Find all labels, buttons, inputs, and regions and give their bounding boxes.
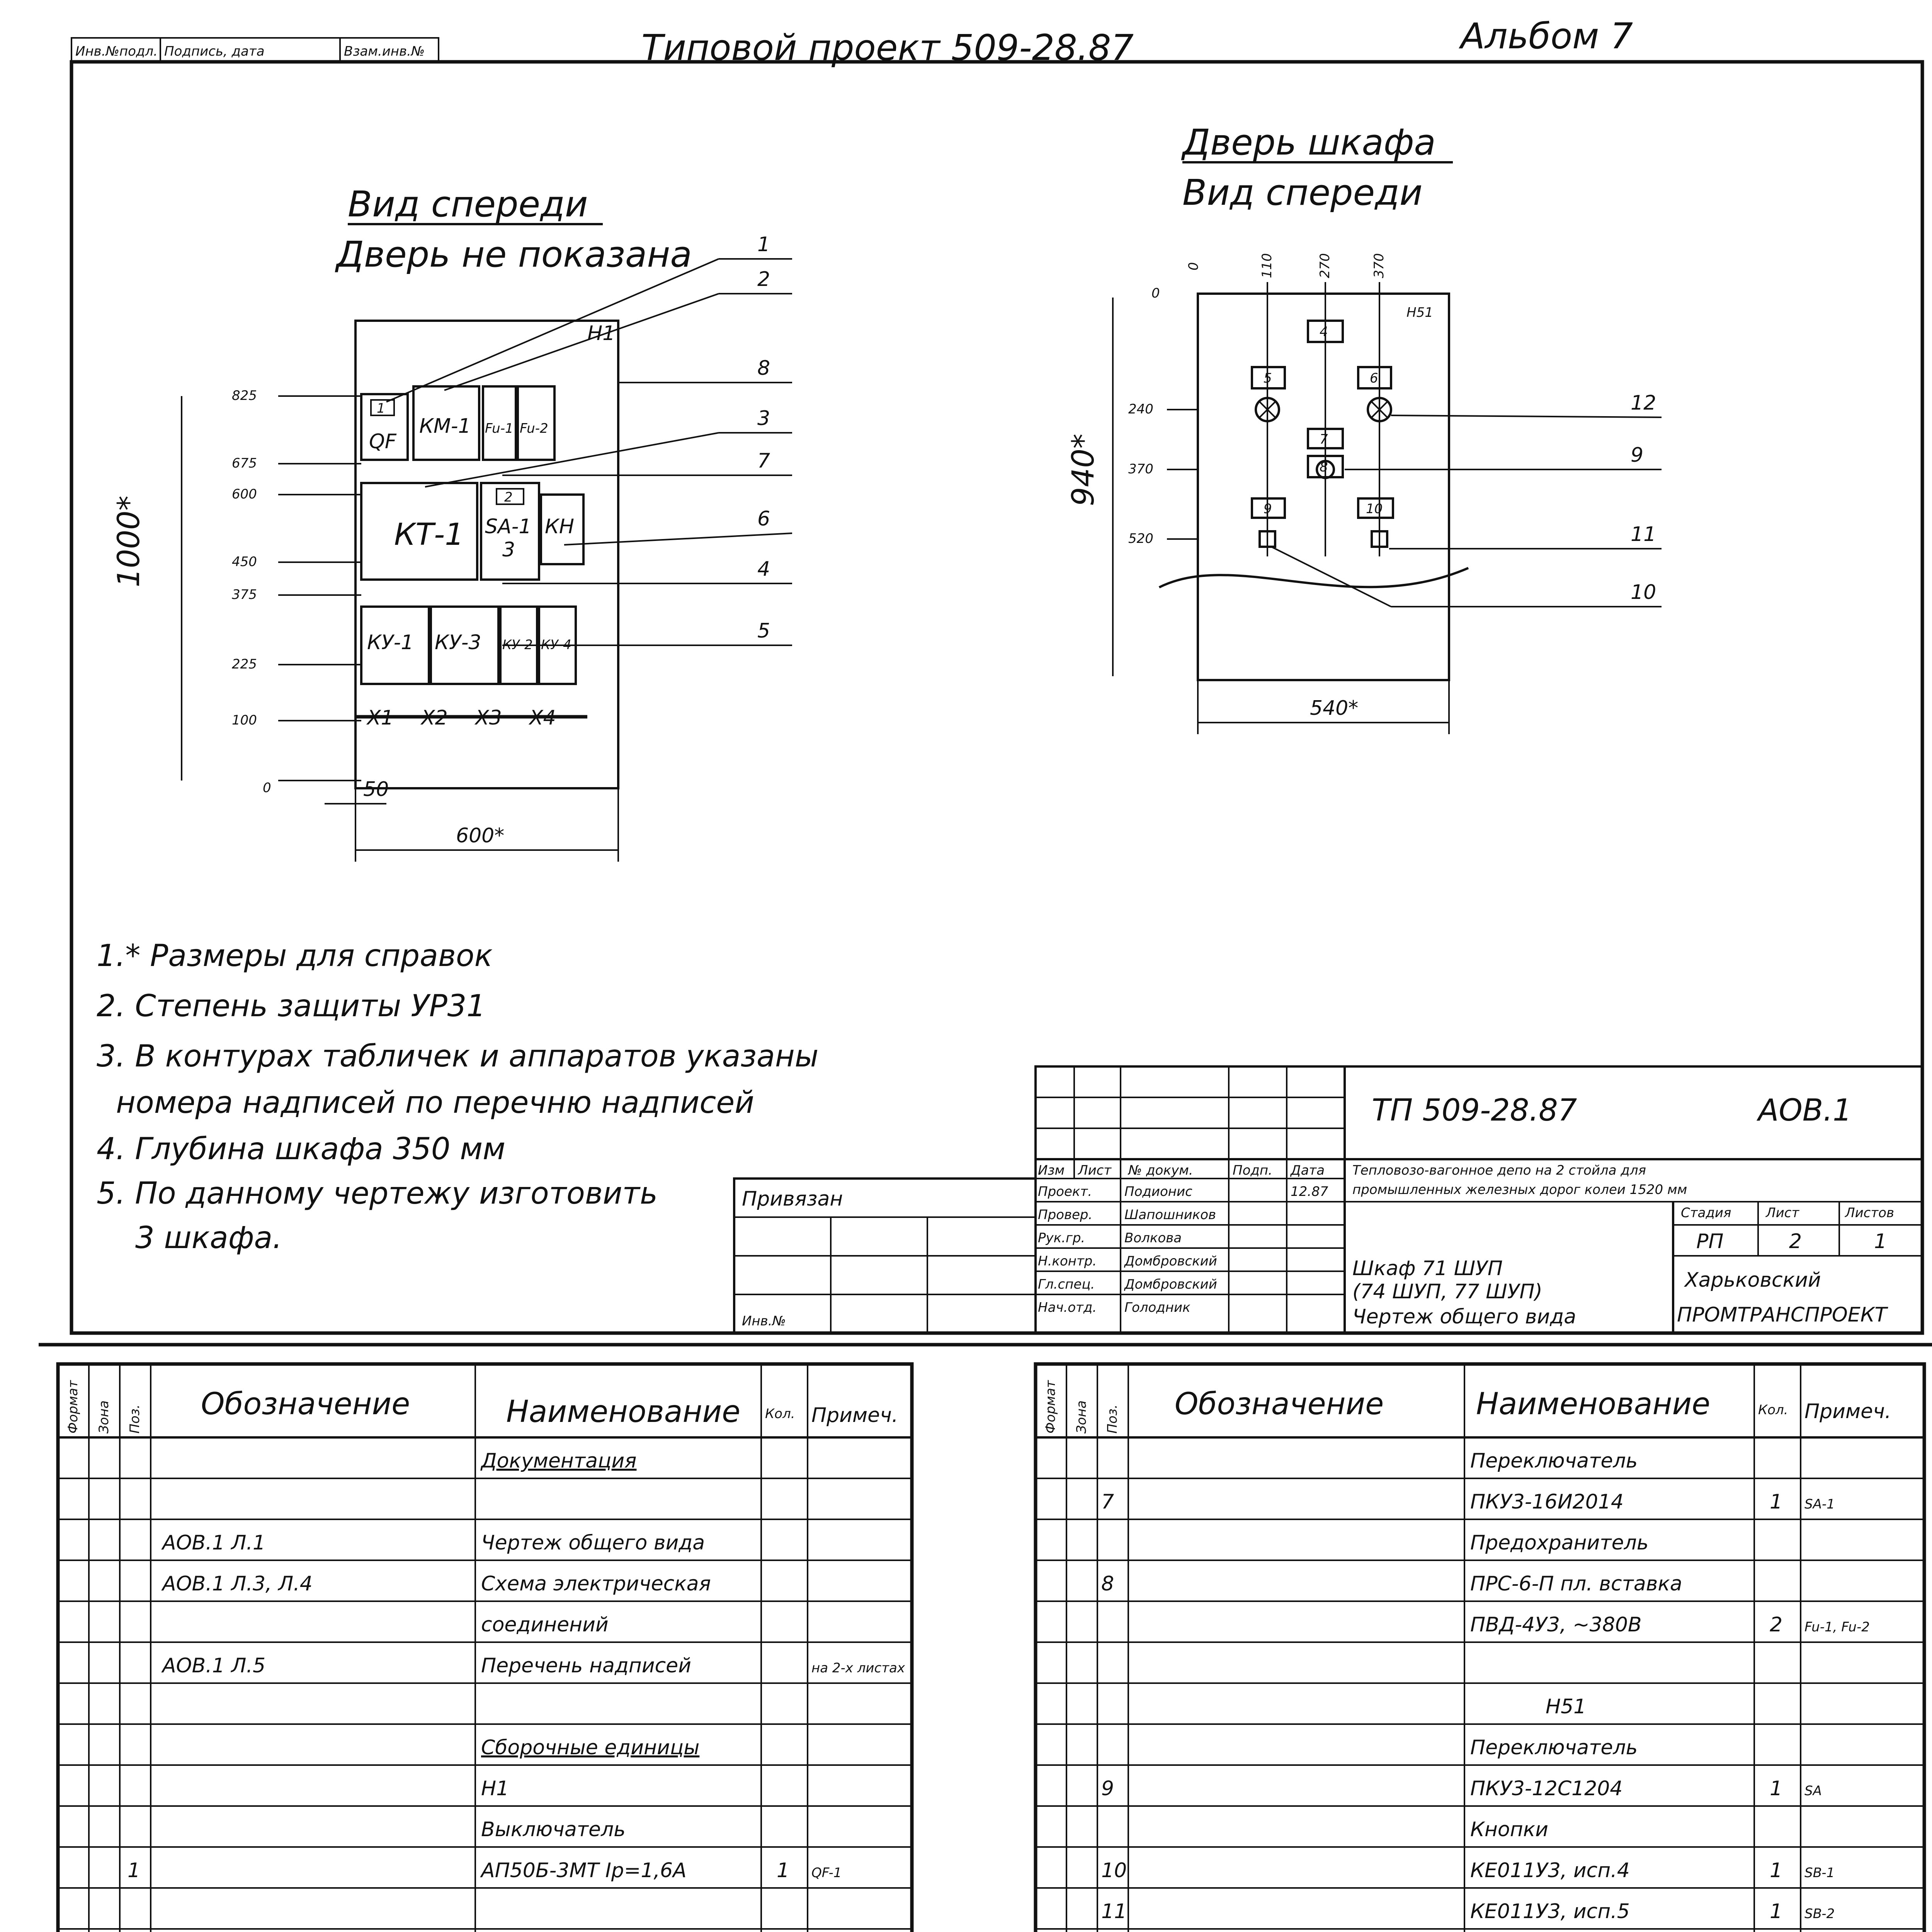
spec-right-name: Кнопки	[1470, 1818, 1548, 1841]
svg-text:Стадия: Стадия	[1681, 1205, 1731, 1221]
svg-text:Примеч.: Примеч.	[1804, 1400, 1891, 1423]
svg-text:Fu-1: Fu-1	[485, 421, 514, 436]
spec-right-name: ПКУ3-12С1204	[1470, 1777, 1623, 1800]
door-view-subtitle: Вид спереди	[1182, 172, 1423, 213]
svg-text:Рук.гр.: Рук.гр.	[1038, 1230, 1085, 1246]
tb1-code: ТП 509-28.87	[1372, 1093, 1577, 1128]
spec-right-qty: 1	[1770, 1859, 1783, 1882]
spec-right-note: SB-1	[1804, 1865, 1835, 1881]
svg-text:Х3: Х3	[475, 706, 502, 730]
door-width-dim: 540*	[1310, 697, 1359, 720]
svg-text:3 шкафа.: 3 шкафа.	[135, 1221, 282, 1255]
spec-right	[1036, 1364, 1924, 1932]
spec-left-designation: АОВ.1 Л.3, Л.4	[162, 1572, 313, 1595]
spec-right-qty: 2	[1770, 1613, 1783, 1636]
spec-left-qty: 1	[777, 1859, 790, 1882]
svg-text:Наименование: Наименование	[506, 1395, 741, 1429]
svg-text:Шапошников: Шапошников	[1124, 1207, 1216, 1223]
spec-left-name: Н1	[481, 1777, 509, 1800]
front-view-subtitle: Дверь не показана	[336, 234, 692, 275]
front-callouts	[386, 233, 792, 645]
spec-right-rows	[1036, 1449, 1924, 1932]
spec-left-name: АП50Б-3МТ Iр=1,6А	[481, 1859, 687, 1882]
svg-text:825: 825	[232, 388, 257, 403]
spec-right-qty: 1	[1770, 1900, 1783, 1923]
svg-text:КУ-1: КУ-1	[367, 631, 414, 654]
door-view-title: Дверь шкафа	[1182, 122, 1436, 163]
spec-right-name: Переключатель	[1470, 1736, 1638, 1759]
svg-text:РП: РП	[1696, 1230, 1724, 1253]
svg-text:0: 0	[263, 780, 271, 796]
door-outline	[1198, 294, 1449, 680]
svg-text:Обозначение: Обозначение	[1175, 1387, 1384, 1422]
svg-text:Формат: Формат	[65, 1380, 81, 1434]
svg-text:номера надписей по перечню над: номера надписей по перечню надписей	[116, 1085, 754, 1120]
device-tag-1: 1	[377, 401, 385, 416]
svg-text:225: 225	[232, 656, 257, 672]
svg-text:SA-1: SA-1	[485, 515, 532, 538]
svg-text:0: 0	[1151, 286, 1160, 301]
svg-text:9: 9	[1631, 444, 1644, 467]
spec-left-designation: АОВ.1 Л.5	[162, 1654, 266, 1677]
svg-text:Домбровский: Домбровский	[1124, 1253, 1217, 1269]
svg-text:7: 7	[757, 449, 770, 473]
header-title: Типовой проект 509-28.87	[641, 27, 1134, 68]
svg-text:ПРОМТРАНСПРОЕКТ: ПРОМТРАНСПРОЕКТ	[1677, 1303, 1887, 1327]
svg-text:Шкаф 71 ШУП: Шкаф 71 ШУП	[1352, 1257, 1503, 1280]
svg-text:Кол.: Кол.	[1758, 1402, 1788, 1418]
svg-text:Тепловозо-вагонное депо на 2 с: Тепловозо-вагонное депо на 2 стойла для	[1352, 1163, 1646, 1178]
svg-text:КУ-2: КУ-2	[502, 637, 533, 653]
svg-text:1: 1	[757, 233, 770, 256]
spec-right-name: ПКУ3-16И2014	[1470, 1490, 1624, 1514]
svg-text:Зона: Зона	[1074, 1400, 1089, 1434]
svg-text:450: 450	[232, 554, 257, 570]
spec-right-qty: 1	[1770, 1777, 1783, 1800]
svg-text:600: 600	[232, 486, 257, 502]
notes	[97, 939, 818, 1255]
device-tag-2: 2	[504, 490, 513, 505]
svg-text:3: 3	[757, 407, 770, 430]
svg-text:Примеч.: Примеч.	[811, 1404, 898, 1427]
svg-text:Изм: Изм	[1038, 1163, 1065, 1178]
svg-text:Голодник: Голодник	[1124, 1300, 1190, 1315]
top-stamp	[71, 38, 439, 62]
svg-text:КУ-3: КУ-3	[435, 631, 481, 654]
svg-text:2. Степень защиты УР31: 2. Степень защиты УР31	[97, 989, 486, 1024]
svg-text:Волкова: Волкова	[1124, 1230, 1182, 1246]
spec-left-note: на 2-х листах	[811, 1660, 905, 1676]
stamp-label-replace: Взам.инв.№	[344, 44, 425, 59]
svg-text:520: 520	[1128, 531, 1153, 546]
spec-right-note: SB-2	[1804, 1906, 1835, 1922]
svg-text:(74 ШУП, 77 ШУП): (74 ШУП, 77 ШУП)	[1352, 1280, 1543, 1303]
svg-text:370: 370	[1371, 253, 1387, 278]
svg-text:9: 9	[1264, 501, 1272, 517]
svg-text:Дата: Дата	[1291, 1163, 1325, 1178]
spec-right-name: ПВД-4У3, ~380В	[1470, 1613, 1642, 1636]
svg-text:Листов: Листов	[1845, 1205, 1895, 1221]
svg-text:1: 1	[1874, 1230, 1887, 1253]
svg-text:370: 370	[1128, 461, 1153, 477]
level-dimensions	[232, 388, 361, 796]
spec-right-pos: 8	[1101, 1572, 1114, 1595]
svg-text:Х2: Х2	[421, 706, 448, 730]
svg-text:10: 10	[1631, 581, 1656, 604]
tb1-inv: Инв.№	[742, 1313, 786, 1329]
spec-right-qty: 1	[1770, 1490, 1783, 1514]
svg-text:6: 6	[757, 507, 770, 531]
svg-text:4. Глубина шкафа 350 мм: 4. Глубина шкафа 350 мм	[97, 1132, 505, 1167]
spec-right-name: КЕ011У3, исп.5	[1470, 1900, 1630, 1923]
svg-text:Кол.: Кол.	[765, 1406, 795, 1422]
svg-text:промышленных железных дорог ко: промышленных железных дорог колеи 1520 мм	[1352, 1182, 1687, 1197]
spec-right-name: КЕ011У3, исп.4	[1470, 1859, 1630, 1882]
svg-text:Fu-2: Fu-2	[520, 421, 548, 436]
svg-text:Обозначение: Обозначение	[201, 1387, 410, 1422]
svg-text:5. По данному чертежу изготови: 5. По данному чертежу изготовить	[97, 1176, 658, 1211]
svg-text:5: 5	[757, 619, 770, 643]
svg-text:Домбровский: Домбровский	[1124, 1277, 1217, 1292]
stamp-label-sign: Подпись, дата	[164, 44, 265, 59]
front-height-dim: 1000*	[112, 495, 146, 587]
svg-text:КТ-1: КТ-1	[394, 517, 464, 552]
svg-text:Формат: Формат	[1043, 1380, 1058, 1434]
svg-text:8: 8	[757, 357, 770, 380]
svg-text:Лист: Лист	[1078, 1163, 1112, 1178]
spec-right-name: Н51	[1546, 1695, 1587, 1718]
spec-left-note: QF-1	[811, 1865, 842, 1881]
svg-text:Поз.: Поз.	[1105, 1404, 1120, 1434]
spec-right-name: ПРС-6-П пл. вставка	[1470, 1572, 1682, 1595]
spec-right-note: SA	[1804, 1783, 1822, 1799]
svg-text:11: 11	[1631, 523, 1656, 546]
spec-left-pos: 1	[128, 1859, 141, 1882]
spec-left-designation: АОВ.1 Л.1	[162, 1531, 266, 1554]
svg-text:Х1: Х1	[367, 706, 394, 730]
svg-text:3: 3	[502, 538, 515, 561]
svg-text:12.87: 12.87	[1291, 1184, 1328, 1199]
tb1-sheet-code: АОВ.1	[1758, 1093, 1852, 1128]
spec-right-name: Предохранитель	[1470, 1531, 1649, 1554]
front-offset-dim: 50	[363, 778, 389, 801]
front-view-title: Вид спереди	[348, 184, 588, 225]
spec-left	[58, 1364, 912, 1932]
svg-text:2: 2	[757, 268, 770, 291]
svg-text:Поз.: Поз.	[127, 1404, 143, 1434]
svg-text:110: 110	[1259, 253, 1275, 278]
spec-right-pos: 7	[1101, 1490, 1114, 1514]
tb1-privyazan: Привязан	[742, 1187, 843, 1211]
svg-text:Подионис: Подионис	[1124, 1184, 1192, 1199]
stamp-label-inv: Инв.№подл.	[75, 44, 158, 59]
spec-left-name: Чертеж общего вида	[481, 1531, 705, 1554]
cabinet-label: Н1	[587, 322, 616, 345]
door-height-dim: 940*	[1066, 434, 1101, 506]
svg-text:7: 7	[1320, 432, 1328, 447]
spec-right-note: SA-1	[1804, 1497, 1835, 1512]
svg-text:240: 240	[1128, 401, 1153, 417]
svg-text:375: 375	[232, 587, 257, 602]
svg-text:КМ-1: КМ-1	[419, 415, 471, 438]
svg-text:100: 100	[232, 713, 257, 728]
svg-text:5: 5	[1264, 371, 1272, 386]
svg-text:Харьковский: Харьковский	[1685, 1269, 1821, 1292]
svg-text:Гл.спец.: Гл.спец.	[1038, 1277, 1095, 1292]
front-width-dim: 600*	[456, 824, 505, 847]
spec-left-rows	[58, 1449, 912, 1932]
spec-right-note: Fu-1, Fu-2	[1804, 1619, 1870, 1635]
spec-left-name: Схема электрическая	[481, 1572, 711, 1595]
spec-right-pos: 9	[1101, 1777, 1114, 1800]
svg-text:Проект.: Проект.	[1038, 1184, 1092, 1199]
svg-text:КУ-4: КУ-4	[541, 637, 571, 653]
svg-text:270: 270	[1317, 253, 1333, 278]
svg-text:№ докум.: № докум.	[1128, 1163, 1193, 1178]
svg-text:675: 675	[232, 456, 257, 471]
svg-text:Нач.отд.: Нач.отд.	[1038, 1300, 1097, 1315]
door-cabinet-label: Н51	[1406, 305, 1433, 320]
svg-text:Провер.: Провер.	[1038, 1207, 1093, 1223]
svg-text:2: 2	[1789, 1230, 1802, 1253]
svg-text:1.* Размеры для справок: 1.* Размеры для справок	[97, 939, 493, 973]
svg-text:Н.контр.: Н.контр.	[1038, 1253, 1097, 1269]
spec-left-name: соединений	[481, 1613, 609, 1636]
header-album: Альбом 7	[1461, 15, 1633, 57]
svg-text:4: 4	[1320, 324, 1328, 340]
svg-text:Лист: Лист	[1766, 1205, 1799, 1221]
svg-text:Чертеж общего вида: Чертеж общего вида	[1352, 1305, 1577, 1328]
door-view	[1066, 122, 1662, 734]
svg-text:6: 6	[1370, 371, 1378, 386]
svg-text:10: 10	[1366, 501, 1383, 517]
svg-text:Наименование: Наименование	[1476, 1387, 1711, 1422]
spec-right-pos: 11	[1101, 1900, 1127, 1923]
spec-left-name: Перечень надписей	[481, 1654, 691, 1677]
svg-text:КН: КН	[545, 515, 575, 538]
spec-right-pos: 10	[1101, 1859, 1127, 1882]
svg-text:QF: QF	[369, 430, 396, 453]
title-block-1	[734, 1066, 1922, 1333]
svg-text:Х4: Х4	[529, 706, 556, 730]
spec-left-name: Документация	[481, 1449, 637, 1473]
svg-text:Зона: Зона	[96, 1400, 112, 1434]
svg-text:Подп.: Подп.	[1233, 1163, 1272, 1178]
spec-left-name: Сборочные единицы	[481, 1736, 700, 1759]
svg-text:8: 8	[1320, 459, 1328, 475]
svg-text:12: 12	[1631, 391, 1656, 415]
svg-text:4: 4	[757, 558, 770, 581]
svg-text:0: 0	[1186, 262, 1201, 270]
spec-right-name: Переключатель	[1470, 1449, 1638, 1473]
svg-text:3. В контурах табличек и аппар: 3. В контурах табличек и аппаратов указаны	[97, 1039, 819, 1074]
front-view	[112, 184, 792, 862]
spec-left-name: Выключатель	[481, 1818, 626, 1841]
